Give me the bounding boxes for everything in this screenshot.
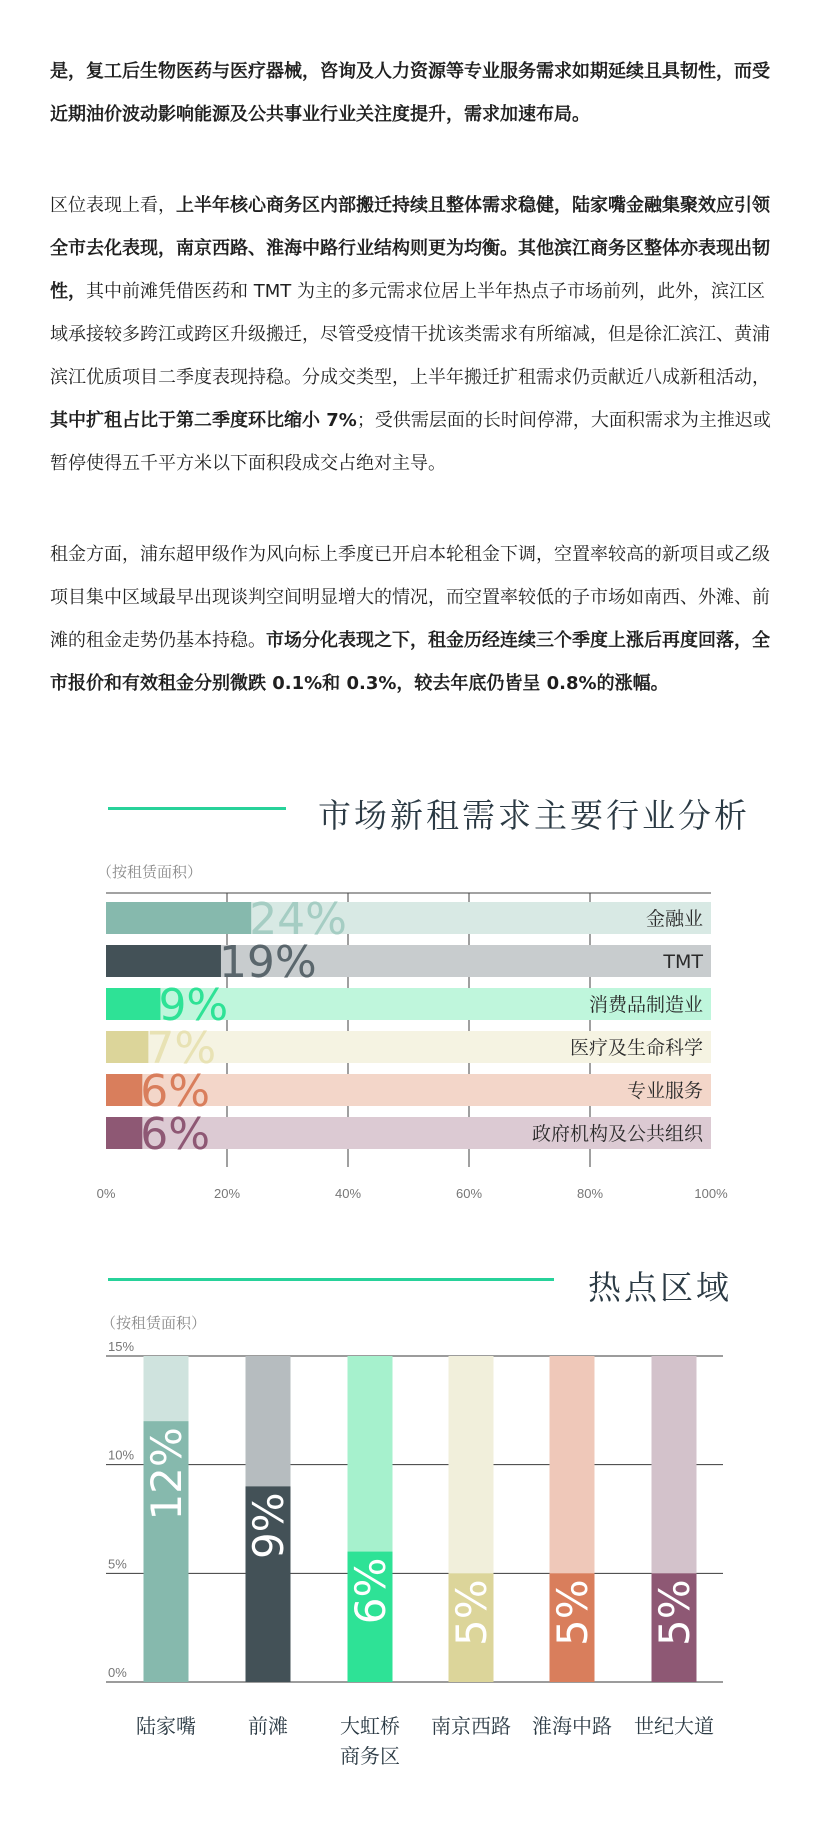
value-label: 6% bbox=[346, 1557, 395, 1625]
value-label: 19% bbox=[218, 937, 317, 988]
text-run: 区位表现上看， bbox=[50, 195, 176, 216]
bold-text-run: 是，复工后生物医药与医疗器械，咨询及人力资源等专业服务需求如期延续且具韧性，而受近期油价波动影响能源及公共事业行业关注度提升，需求加速布局。 bbox=[50, 61, 770, 125]
y-tick-label: 0% bbox=[108, 1665, 127, 1680]
value-label: 5% bbox=[447, 1579, 496, 1646]
x-tick-label: 0% bbox=[96, 1186, 116, 1201]
y-tick-label: 10% bbox=[108, 1447, 135, 1463]
category-label: 医疗及生命科学 bbox=[569, 1037, 703, 1059]
category-label: 大虹桥 bbox=[340, 1714, 400, 1738]
text-run: 其中前滩凭借医药和 TMT 为主的多元需求位居上半年热点子市场前列，此外，滨江区域承接较多跨江或跨区升级搬迁，尽管受疫情干扰该类需求有所缩减，但是徐汇滨江、黄浦滨江优质项目二季度表现持稳。分成交类型，上半年搬迁扩租需求仍贡献近八成新租活动， bbox=[50, 281, 770, 388]
bold-text-run: 其中扩租占比于第二季度环比缩小 7% bbox=[50, 410, 357, 431]
category-label: 消费品制造业 bbox=[588, 994, 703, 1016]
category-label: 陆家嘴 bbox=[136, 1714, 196, 1738]
category-label: 金融业 bbox=[645, 908, 703, 930]
category-label: 专业服务 bbox=[626, 1080, 703, 1102]
category-label: TMT bbox=[663, 951, 703, 973]
value-label: 9% bbox=[244, 1492, 293, 1560]
x-tick-label: 80% bbox=[576, 1186, 604, 1201]
chart2-unit-note: （按租赁面积） bbox=[101, 1314, 207, 1332]
value-label: 9% bbox=[158, 980, 229, 1031]
x-tick-label: 100% bbox=[694, 1186, 728, 1201]
category-label: 前滩 bbox=[248, 1714, 288, 1738]
category-label: 淮海中路 bbox=[532, 1714, 612, 1738]
y-tick-label: 5% bbox=[108, 1556, 127, 1572]
category-label: 南京西路 bbox=[431, 1714, 511, 1738]
x-tick-label: 60% bbox=[455, 1186, 483, 1201]
x-tick-label: 20% bbox=[213, 1186, 241, 1201]
x-tick-label: 40% bbox=[334, 1186, 362, 1201]
bold-text-run: 市场分化表现之下，租金历经连续三个季度上涨后再度回落，全市报价和有效租金分别微跌 0.1%和 0.3%，较去年底仍皆呈 0.8%的涨幅。 bbox=[50, 630, 770, 694]
y-tick-label: 15% bbox=[108, 1339, 135, 1354]
text-run: ；受供需层面的长时间停滞，大面积需求为主推迟或暂停使得五千平方米以下面积段成交占绝对主导。 bbox=[50, 410, 771, 474]
text-run: 租金方面，浦东超甲级作为风向标上季度已开启本轮租金下调，空置率较高的新项目或乙级项目集中区域最早出现谈判空间明显增大的情况，而空置率较低的子市场如南西、外滩、前滩的租金走势仍基本持稳。 bbox=[50, 544, 770, 651]
chart1-title: 市场新租需求主要行业分析 bbox=[318, 796, 750, 835]
value-label: 6% bbox=[140, 1109, 211, 1160]
bold-text-run: 上半年核心商务区内部搬迁持续且整体需求稳健，陆家嘴金融集聚效应引领全市去化表现，南京西路、淮海中路行业结构则更为均衡。其他滨江商务区整体亦表现出韧性， bbox=[50, 195, 770, 302]
value-label: 5% bbox=[548, 1579, 597, 1646]
value-label: 7% bbox=[146, 1023, 217, 1074]
value-label: 5% bbox=[650, 1579, 699, 1646]
chart2-title: 热点区域 bbox=[588, 1268, 732, 1307]
value-label: 6% bbox=[140, 1066, 211, 1117]
chart1-unit-note: （按租赁面积） bbox=[97, 863, 203, 881]
category-label: 商务区 bbox=[340, 1744, 400, 1768]
category-label: 政府机构及公共组织 bbox=[531, 1123, 703, 1145]
value-label: 12% bbox=[142, 1427, 191, 1521]
value-label: 24% bbox=[249, 894, 347, 945]
category-label: 世纪大道 bbox=[634, 1714, 714, 1738]
